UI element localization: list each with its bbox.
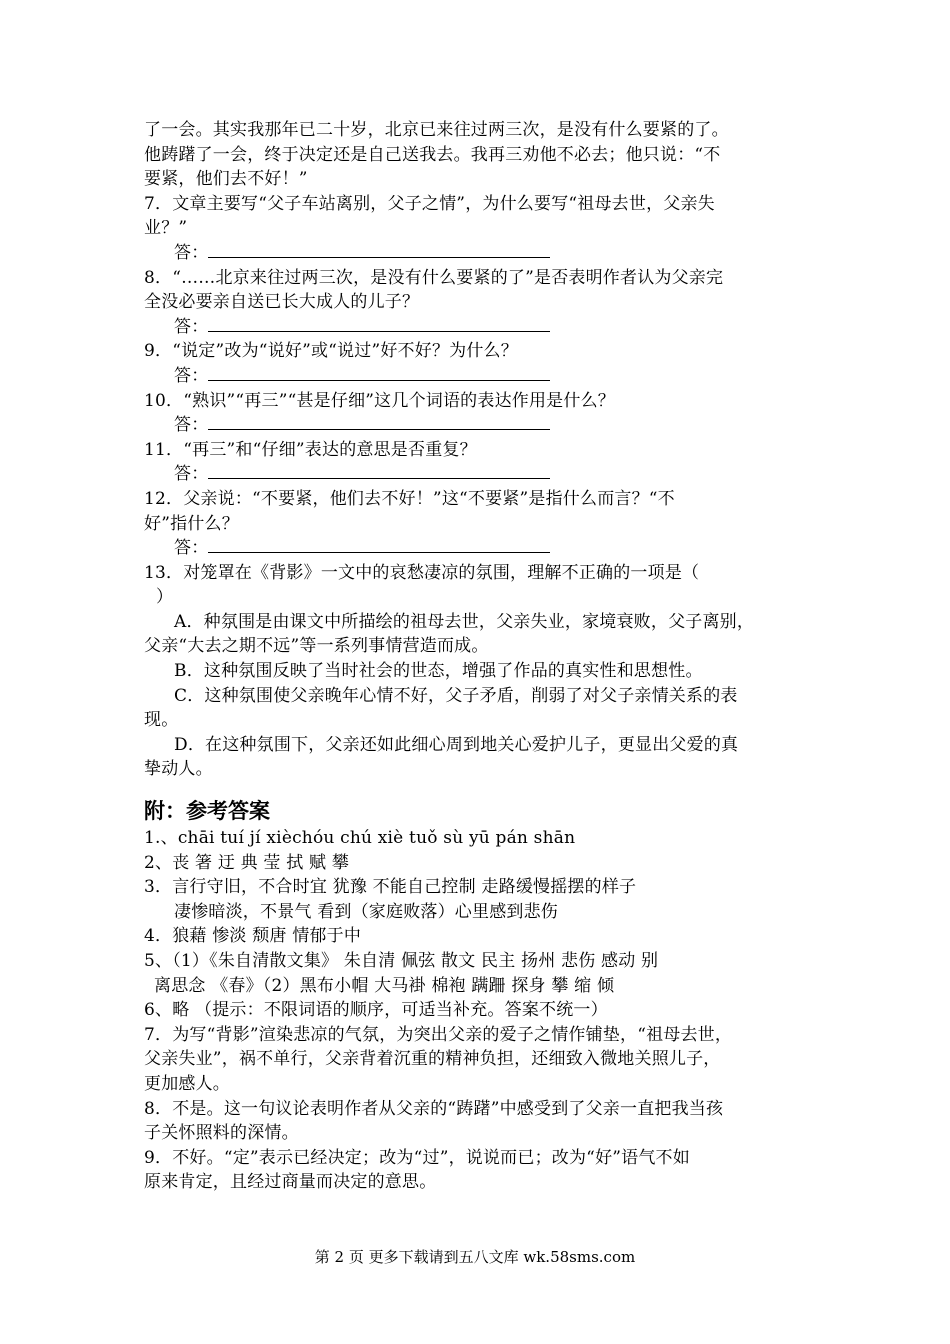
question-12-cont: 好”指什么？	[144, 513, 239, 534]
answer-row	[144, 241, 812, 266]
answer-line: 4．狼藉 惨淡 颓唐 情郁于中	[144, 926, 362, 947]
answer-row	[144, 413, 812, 438]
option-a-cont: 父亲“大去之期不远”等一系列事情营造而成。	[144, 636, 489, 657]
answer-line: 8．不是。这一句议论表明作者从父亲的“踌躇”中感受到了父亲一直把我当孩	[144, 1098, 724, 1119]
answer-line: 更加感人。	[144, 1073, 230, 1094]
answer-label: 答：	[174, 415, 209, 436]
answer-blank[interactable]	[208, 413, 550, 430]
answer-line: 9．不好。“定”表示已经决定；改为“过”，说说而已；改为“好”语气不如	[144, 1147, 690, 1168]
option-b: B．这种氛围反映了当时社会的世态，增强了作品的真实性和思想性。	[174, 661, 703, 682]
question-7-cont: 业？”	[144, 218, 188, 239]
answer-line: 7．为写“背影”渲染悲凉的气氛，为突出父亲的爱子之情作铺垫，“祖母去世，	[144, 1024, 733, 1045]
question-9: 9．“说定”改为“说好”或“说过”好不好？为什么？	[144, 341, 518, 362]
answer-blank[interactable]	[208, 462, 550, 479]
question-8: 8．“……北京来往过两三次，是没有什么要紧的了”是否表明作者认为父亲完	[144, 267, 724, 288]
answer-line: 6、略 （提示：不限词语的顺序，可适当补充。答案不统一）	[144, 1000, 608, 1021]
answer-blank[interactable]	[208, 364, 550, 381]
answer-row	[144, 364, 812, 389]
answer-blank[interactable]	[208, 536, 550, 553]
answer-line: 子关怀照料的深情。	[144, 1123, 299, 1144]
question-10: 10．“熟识”“再三”“甚是仔细”这几个词语的表达作用是什么？	[144, 390, 615, 411]
answer-label: 答：	[174, 316, 209, 337]
answer-line: 5、（1）《朱自清散文集》 朱自清 佩弦 散文 民主 扬州 悲伤 感动 别	[144, 951, 659, 971]
question-7: 7．文章主要写“父子车站离别，父子之情”，为什么要写“祖母去世，父亲失	[144, 193, 715, 214]
answer-label: 答：	[174, 365, 209, 386]
option-c: C．这种氛围使父亲晚年心情不好，父子矛盾，削弱了对父子亲情关系的表	[174, 685, 738, 706]
answer-blank[interactable]	[208, 315, 550, 332]
option-d-cont: 挚动人。	[144, 759, 213, 780]
answer-line: 父亲失业”，祸不单行，父亲背着沉重的精神负担，还细致入微地关照儿子，	[144, 1049, 721, 1070]
option-d: D．在这种氛围下，父亲还如此细心周到地关心爱护儿子，更显出父爱的真	[174, 734, 739, 755]
answer-line: 原来肯定，且经过商量而决定的意思。	[144, 1172, 437, 1193]
question-13: 13．对笼罩在《背影》一文中的哀愁凄凉的氛围，理解不正确的一项是（	[144, 562, 700, 583]
passage-line: 要紧，他们去不好！”	[144, 169, 308, 190]
answer-row	[144, 462, 812, 487]
answer-row	[144, 315, 812, 340]
question-12: 12．父亲说：“不要紧，他们去不好！”这“不要紧”是指什么而言？“不	[144, 488, 675, 509]
option-a: A．种氛围是由课文中所描绘的祖母去世，父亲失业，家境衰败，父子离别，	[174, 611, 755, 632]
answers-heading: 附：参考答案	[144, 799, 270, 824]
option-c-cont: 现。	[144, 710, 179, 731]
passage-line: 了一会。其实我那年已二十岁，北京已来往过两三次，是没有什么要紧的了。	[144, 120, 729, 140]
answer-line: 2、丧 箸 迂 典 莹 拭 赋 攀	[144, 852, 350, 873]
answer-label: 答：	[174, 538, 209, 559]
question-8-cont: 全没必要亲自送已长大成人的儿子？	[144, 292, 420, 313]
answer-label: 答：	[174, 464, 209, 485]
answer-line: 3．言行守旧，不合时宜 犹豫 不能自己控制 走路缓慢摇摆的样子	[144, 877, 637, 898]
question-13-cont: ）	[156, 587, 174, 608]
answer-line: 凄惨暗淡，不景气 看到（家庭败落）心里感到悲伤	[174, 901, 559, 922]
passage-line: 他踌躇了一会，终于决定还是自己送我去。我再三劝他不必去；他只说：“不	[144, 144, 721, 165]
answer-line: 1.、chāi tuí jí xièchóu chú xiè tuǒ sù yū pán shān	[144, 828, 576, 849]
answer-blank[interactable]	[208, 241, 550, 258]
answer-row	[144, 536, 812, 561]
document-page	[144, 118, 812, 1195]
answer-line: 离思念 《春》（2）黑布小帽 大马褂 棉袍 蹒跚 探身 攀 缩 倾	[154, 975, 615, 996]
question-11: 11．“再三”和“仔细”表达的意思是否重复？	[144, 439, 477, 460]
answer-label: 答：	[174, 242, 209, 263]
page-footer: 第 2 页 更多下载请到五八文库 wk.58sms.com	[314, 1248, 636, 1266]
